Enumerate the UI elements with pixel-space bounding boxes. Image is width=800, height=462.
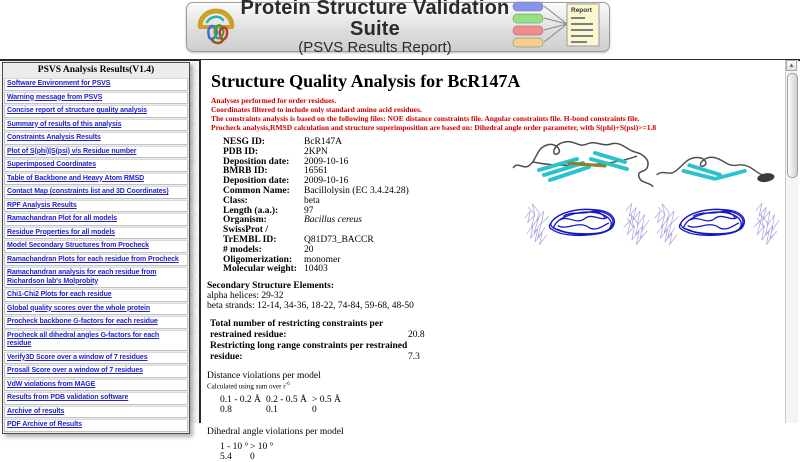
distance-violations-title: Distance violations per model	[207, 371, 321, 382]
distance-violations-section	[207, 371, 786, 415]
beta-strands-line: beta strands: 12-14, 34-36, 18-22, 74-84, 59-68, 48-50	[207, 301, 414, 312]
scrollbar-thumb[interactable]	[787, 73, 798, 178]
constraints-row: Total number of restricting constraints per restrained residue: 20.8	[210, 319, 425, 341]
table-value-row: 0.8 0.1 0	[220, 405, 317, 416]
ensemble-structure-image-2	[653, 190, 781, 252]
sidebar-item-verify3d-score[interactable]: Verify3D Score over a window of 7 residues	[4, 352, 188, 365]
note-line: The constraints analysis is based on the following files: NOE distance constraints file. Angular constraints file. H-bond constraints file.	[211, 114, 640, 123]
info-row: NESG ID: BcR147A	[223, 137, 342, 147]
info-row: BMRB ID: 16561	[223, 166, 328, 177]
page-title: Structure Quality Analysis for BcR147A	[211, 71, 521, 91]
sidebar-item-warning-message[interactable]: Warning message from PSVS	[4, 92, 188, 105]
scroll-up-arrow[interactable]: ▴	[786, 60, 797, 71]
sidebar-item-chi1-chi2-plots[interactable]: Chi1-Chi2 Plots for each residue	[4, 289, 188, 302]
info-row: PDB ID: 2KPN	[223, 146, 328, 157]
header-banner	[186, 0, 610, 57]
info-row: Oligomerization: monomer	[223, 254, 341, 265]
info-row: Class: beta	[223, 195, 320, 206]
alpha-helices-line: alpha helices: 29-32	[207, 291, 284, 302]
sidebar-item-backbone-gfactors[interactable]: Procheck backbone G-factors for each residue	[4, 316, 188, 329]
info-row: # models: 20	[223, 244, 314, 255]
distance-violations-table	[220, 395, 786, 415]
sidebar-item-sphi-spsi-plot[interactable]: Plot of S(phi)|S(psi) v/s Residue number	[4, 146, 188, 159]
sidebar-item-global-quality-scores[interactable]: Global quality scores over the whole protein	[4, 303, 188, 316]
sidebar-item-ramachandran-procheck[interactable]: Ramachandran Plots for each residue from Procheck	[4, 254, 188, 267]
sidebar-item-archive[interactable]: Archive of results	[4, 406, 188, 419]
sidebar-nav	[2, 62, 190, 434]
ribbon-structure-image-2	[653, 146, 781, 192]
sidebar-item-prosall-score[interactable]: Prosall Score over a window of 7 residues	[4, 365, 188, 378]
dihedral-violations-section	[207, 427, 786, 462]
sidebar-item-superimposed-coordinates[interactable]: Superimposed Coordinates	[4, 159, 188, 172]
info-row: SwissProt / TrEMBL ID: Q81D73_BACCR	[223, 225, 374, 245]
sidebar-item-concise-report[interactable]: Concise report of structure quality analysis	[4, 105, 188, 118]
sidebar-header: PSVS Analysis Results(V1.4)	[37, 65, 155, 75]
constraints-summary	[210, 319, 786, 363]
distance-violations-subtitle: Calculated using sum over $r^{-6}$	[207, 382, 290, 391]
sidebar-item-dihedral-gfactors[interactable]: Procheck all dihedral angles G-factors for each residue	[4, 330, 188, 351]
ensemble-structure-image-1	[523, 190, 651, 252]
sidebar-item-rpf-analysis[interactable]: RPF Analysis Results	[4, 200, 188, 213]
secondary-structure-section	[207, 281, 786, 311]
info-row: Common Name: Bacillolysin (EC 3.4.24.28)	[223, 185, 409, 196]
info-row: Deposition date: 2009-10-16	[223, 156, 349, 167]
report-flow-icon	[511, 1, 603, 54]
constraints-row: Restricting long range constraints per restrained residue: 7.3	[210, 341, 420, 363]
sidebar-item-contact-map[interactable]: Contact Map (constraints list and 3D Coordinates)	[4, 186, 188, 199]
note-line: Analyses performed for order residues.	[211, 96, 337, 105]
note-line: Procheck analysis,RMSD calculation and structure superimposition are based on: Dihedral angle order parameter, with S(phi)+S(psi)>=1.8	[211, 123, 657, 132]
sidebar-item-residue-properties[interactable]: Residue Properties for all models	[4, 227, 188, 240]
app-subtitle: (PSVS Results Report)	[298, 39, 452, 57]
dihedral-violations-table	[220, 442, 786, 462]
info-row: Molecular weight: 10403	[223, 264, 328, 275]
sidebar-item-model-secondary-structures[interactable]: Model Secondary Structures from Procheck	[4, 240, 188, 253]
sidebar-item-constraints-analysis[interactable]: Constraints Analysis Results	[4, 132, 188, 145]
secondary-structure-header: Secondary Structure Elements:	[207, 281, 335, 292]
sidebar-item-rmsd-table[interactable]: Table of Backbone and Heavy Atom RMSD	[4, 173, 188, 186]
table-header-row: 1 - 10 ° > 10 °	[220, 442, 274, 453]
info-row: Length (a.a.): 97	[223, 205, 314, 216]
main-content	[199, 60, 786, 462]
vertical-scrollbar[interactable]	[785, 60, 798, 423]
note-line: Coordinates filtered to include only standard amino acid residues.	[211, 105, 422, 114]
sidebar-item-pdb-validation[interactable]: Results from PDB validation software	[4, 392, 188, 405]
sidebar-item-ramachandran-all-models[interactable]: Ramachandran Plot for all models	[4, 213, 188, 226]
info-row: Organism: Bacillus cereus	[223, 215, 362, 226]
dihedral-violations-title: Dihedral angle violations per model	[207, 427, 344, 438]
sidebar-item-ramachandran-molprobity[interactable]: Ramachandran analysis for each residue from Richardson lab's Molprobity	[4, 267, 188, 288]
sidebar-item-software-environment[interactable]: Software Environment for PSVS	[4, 78, 188, 91]
analysis-notes	[211, 96, 786, 132]
report-icon-label: Report	[571, 6, 592, 14]
ribbon-structure-image-1	[511, 132, 661, 190]
sidebar-item-summary-results[interactable]: Summary of results of this analysis	[4, 119, 188, 132]
sidebar-item-pdf-archive[interactable]: PDF Archive of Results	[4, 419, 188, 432]
table-value-row: 5.4 0	[220, 452, 255, 462]
app-title: Protein Structure Validation Suite	[240, 0, 510, 41]
info-row: Deposition date: 2009-10-16	[223, 176, 349, 187]
table-header-row: 0.1 - 0.2 Å 0.2 - 0.5 Å > 0.5 Å	[220, 395, 341, 406]
psvs-logo-icon	[193, 2, 239, 53]
sidebar-item-vdw-violations[interactable]: VdW violations from MAGE	[4, 379, 188, 392]
